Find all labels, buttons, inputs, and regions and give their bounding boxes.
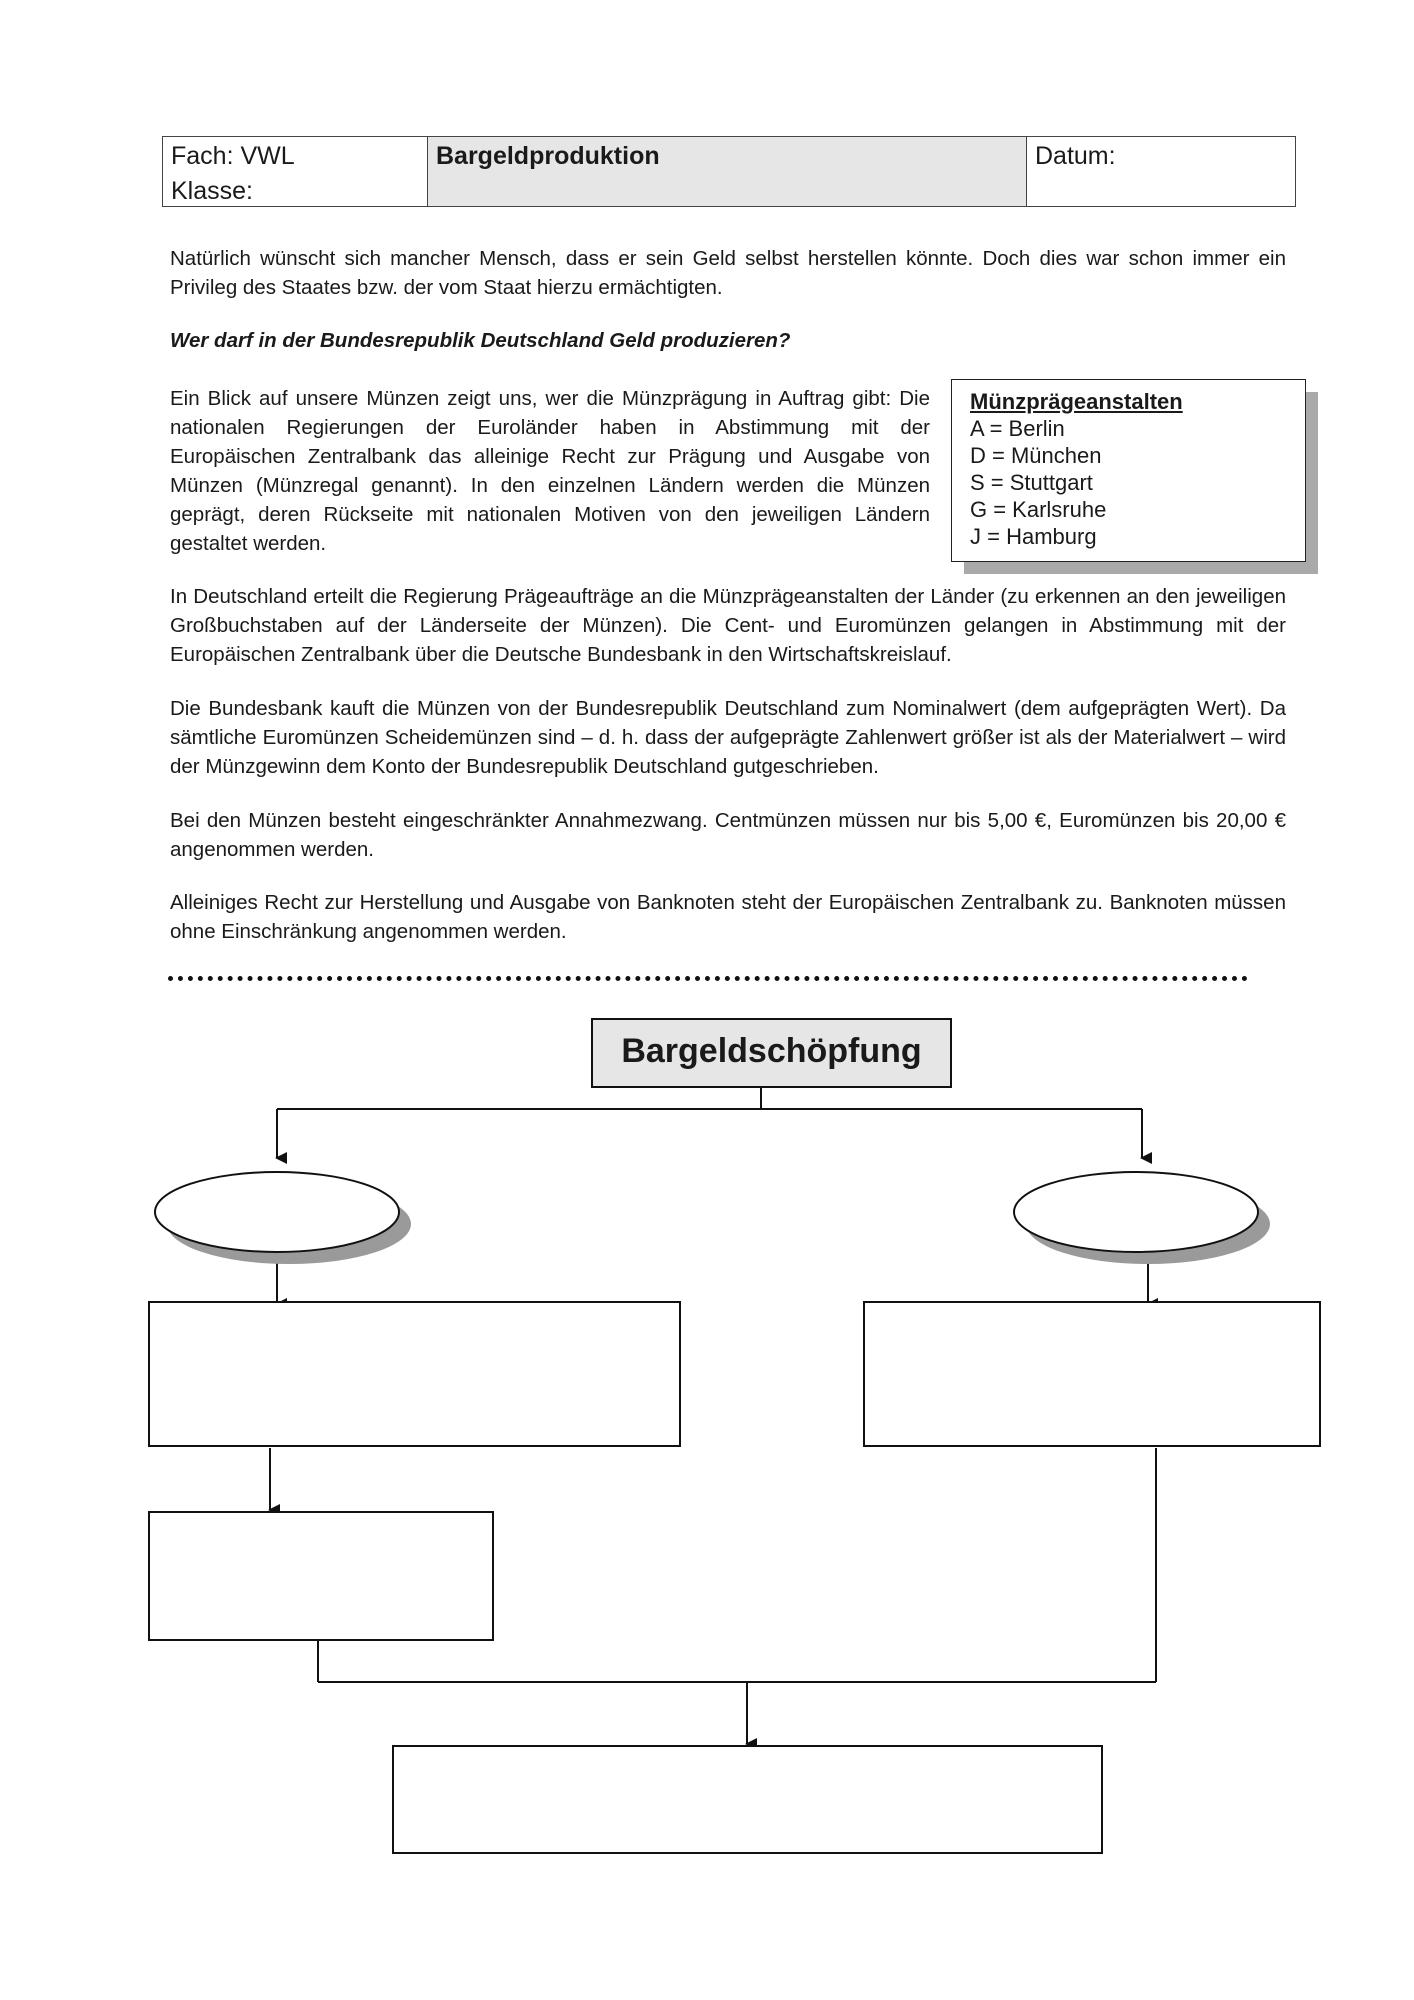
intro-paragraph: Natürlich wünscht sich mancher Mensch, dass er sein Geld selbst herstellen könnte. Doch dies war schon immer ein Privileg des Staates bzw. der vom Staat hierzu ermächtigten. xyxy=(170,247,1286,299)
diagram-title-box xyxy=(591,1018,952,1088)
paragraph-bundesbank: Die Bundesbank kauft die Münzen von der Bundesrepublik Deutschland zum Nominalwert (dem aufgeprägten Wert). Da sämtliche Euromünzen Scheidemünzen sind – d. h. dass der aufgeprägte Zahlenwert größer ist als der Materialwert – wird der Münzgewinn dem Konto der Bundesrepublik Deutschland gutgeschrieben. xyxy=(170,697,1286,778)
left-answer-box xyxy=(149,1302,680,1446)
paragraph-banknotes: Alleiniges Recht zur Herstellung und Ausgabe von Banknoten steht der Europäischen Zentralbank zu. Banknoten müssen ohne Einschränkung angenommen werden. xyxy=(170,891,1286,943)
mint-location-item: J = Hamburg xyxy=(970,524,1097,549)
mint-location-item: D = München xyxy=(970,443,1102,468)
question-heading: Wer darf in der Bundesrepublik Deutschland Geld produzieren? xyxy=(170,329,791,352)
right-answer-box xyxy=(864,1302,1320,1446)
mint-locations-title: Münzprägeanstalten xyxy=(970,389,1183,414)
mint-location-item: A = Berlin xyxy=(970,416,1065,441)
subject-label: Fach: VWL xyxy=(171,142,295,170)
paragraph-coin-minting: Ein Blick auf unsere Münzen zeigt uns, wer die Münzprägung in Auftrag gibt: Die nationalen Regierungen der Euroländer haben in Abstimmung mit der Europäischen Zentralbank das alleinige Recht zur Prägung und Ausgabe von Münzen (Münzregal genannt). In den einzelnen Ländern werden die Münzen geprägt, deren Rückseite mit nationalen Motiven von den jeweiligen Ländern gestaltet werden. xyxy=(170,387,930,555)
right-ellipse xyxy=(1014,1172,1270,1264)
left-ellipse xyxy=(155,1172,411,1264)
diagram-title: Bargeldschöpfung xyxy=(621,1032,922,1070)
date-label: Datum: xyxy=(1035,142,1116,170)
lower-left-answer-box xyxy=(149,1512,493,1640)
mint-location-item: S = Stuttgart xyxy=(970,470,1093,495)
paragraph-acceptance: Bei den Münzen besteht eingeschränkter Annahmezwang. Centmünzen müssen nur bis 5,00 €, Euromünzen bis 20,00 € angenommen werden. xyxy=(170,809,1286,861)
page-title: Bargeldproduktion xyxy=(436,142,660,170)
mint-location-item: G = Karlsruhe xyxy=(970,497,1107,522)
class-label: Klasse: xyxy=(171,177,253,205)
paragraph-minting-orders: In Deutschland erteilt die Regierung Prägeaufträge an die Münzprägeanstalten der Länder (zu erkennen an den jeweiligen Großbuchstaben auf der Länderseite der Münzen). Die Cent- und Euromünzen gelangen in Abstimmung mit der Europäischen Zentralbank über die Deutsche Bundesbank in den Wirtschaftskreislauf. xyxy=(170,585,1286,666)
bottom-answer-box xyxy=(393,1746,1102,1853)
